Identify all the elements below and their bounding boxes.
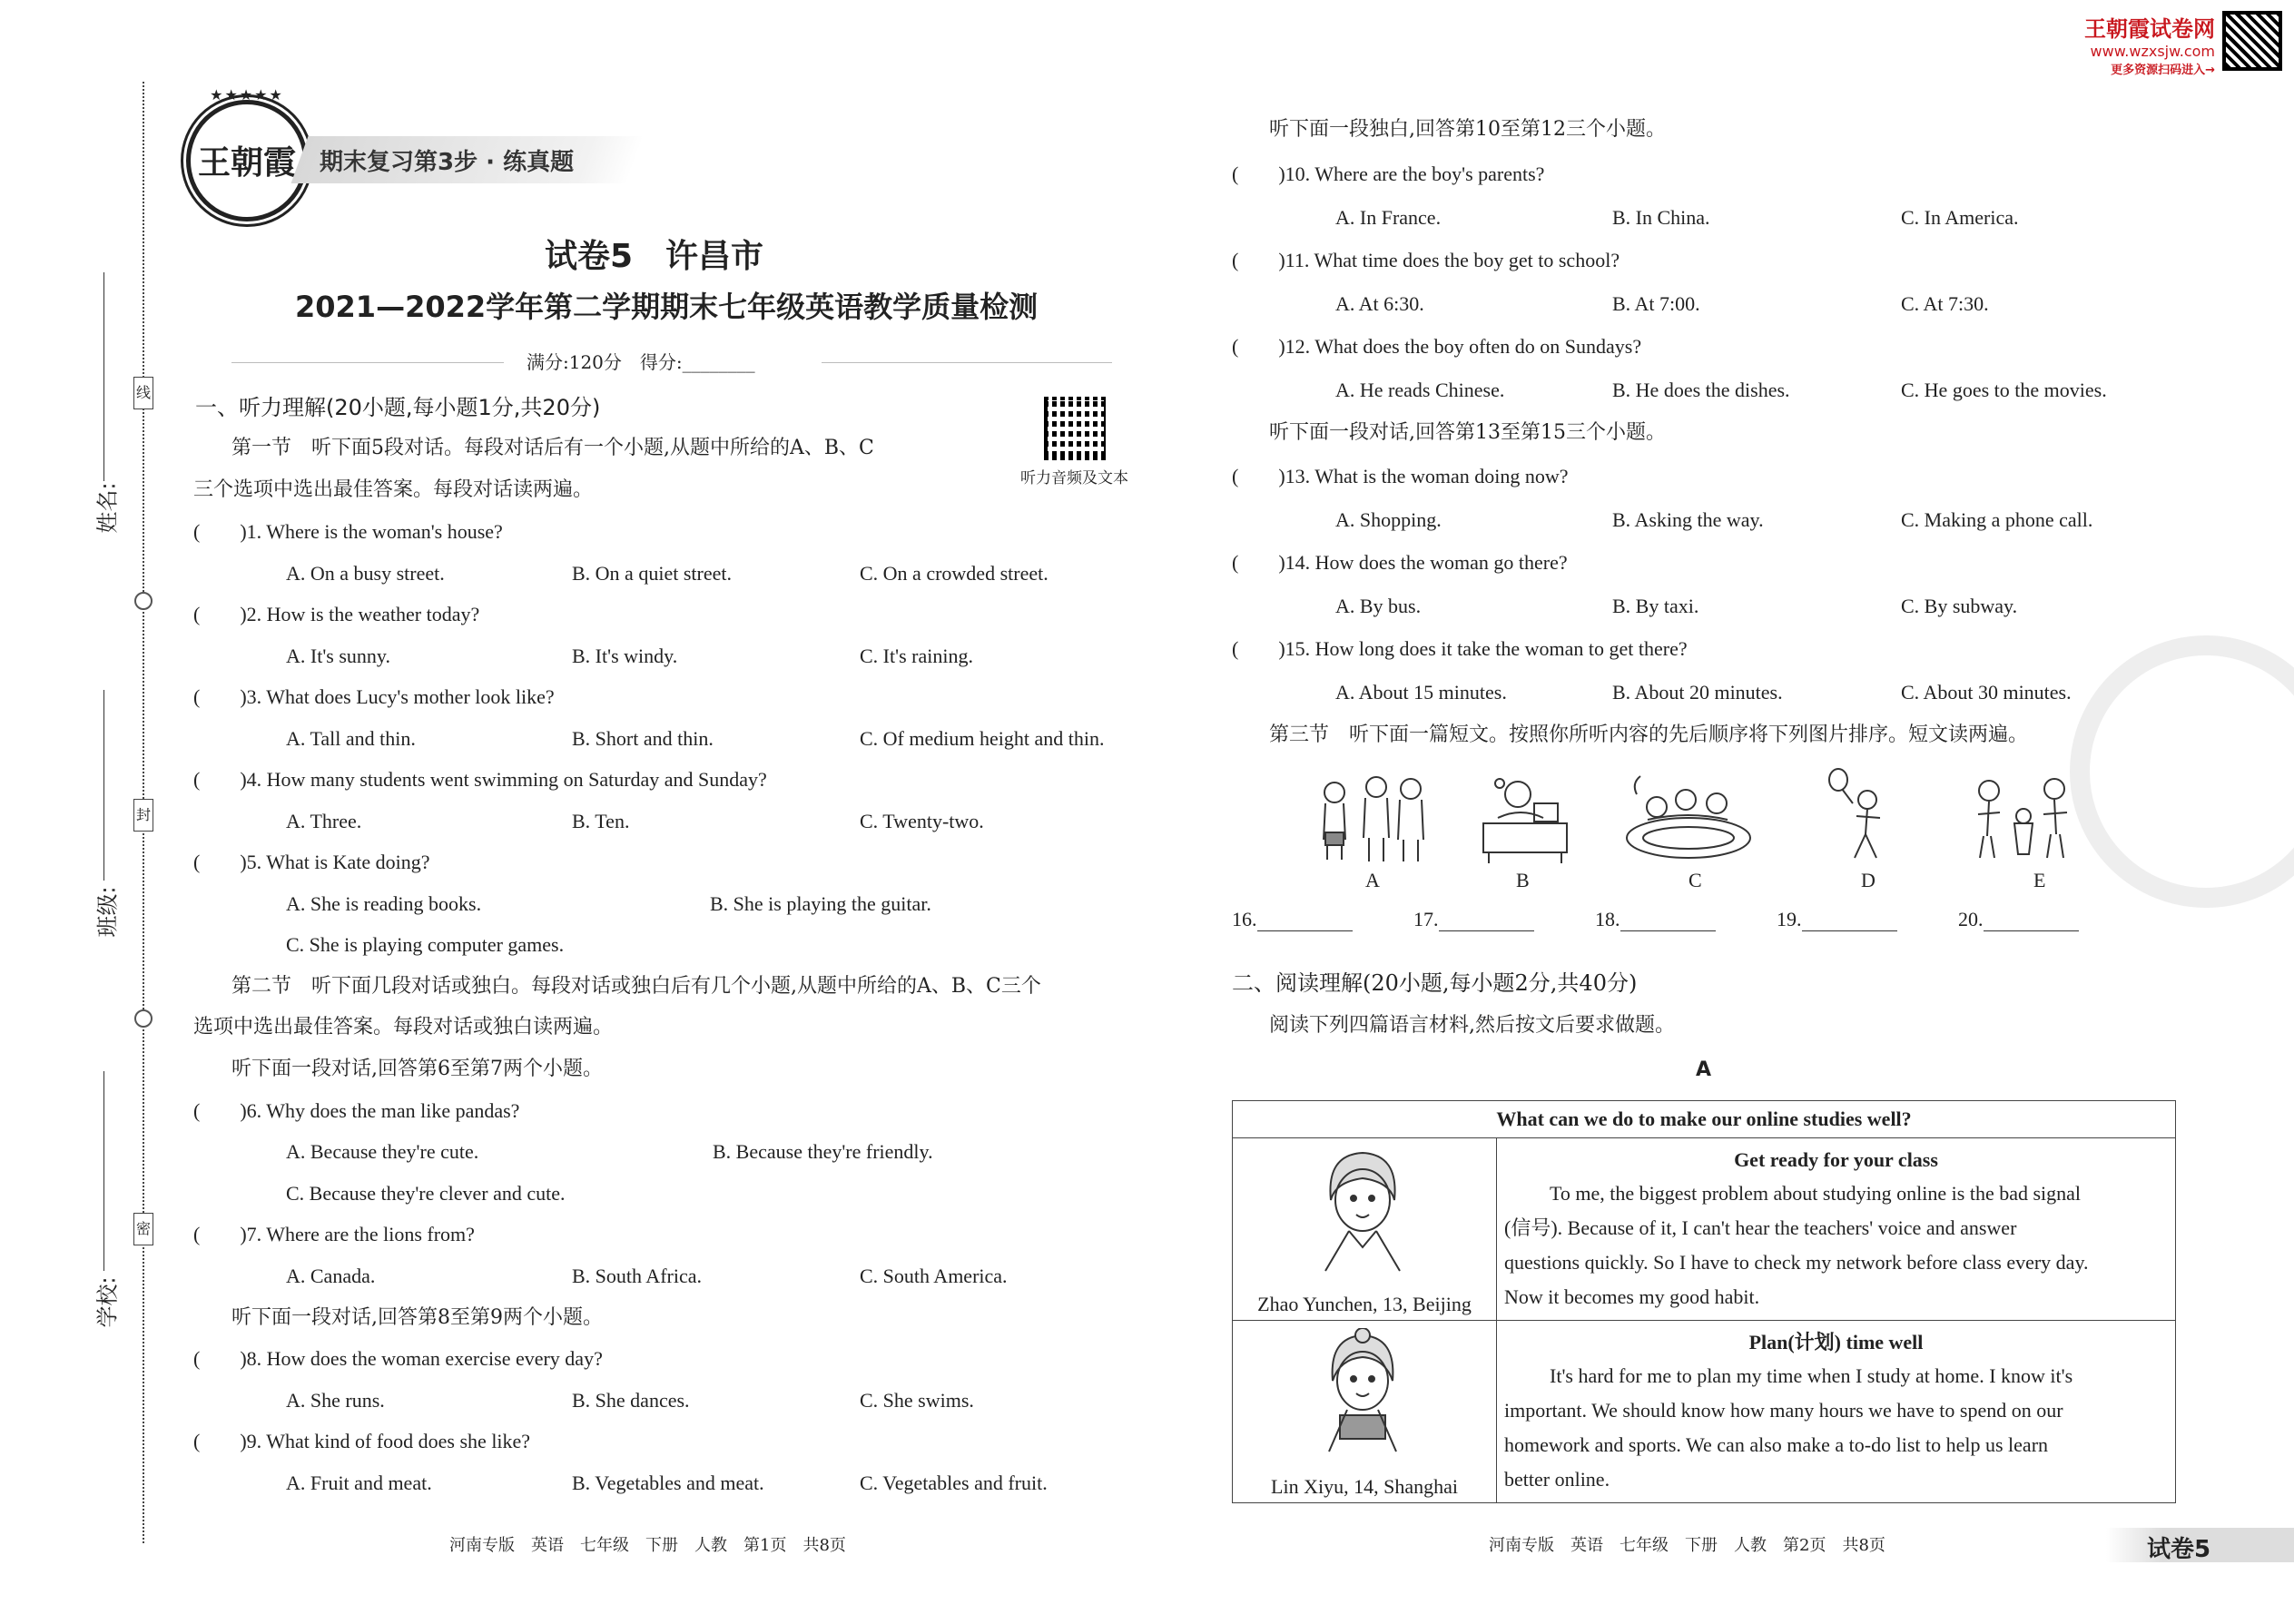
corner-label: 试卷5 bbox=[2147, 1536, 2211, 1563]
picture-label-c: C bbox=[1689, 869, 1702, 891]
brand-qr-code[interactable] bbox=[2222, 11, 2282, 71]
binding-mark-line: 线 bbox=[133, 377, 153, 409]
table-title: What can we do to make our online studies well? bbox=[1233, 1101, 2176, 1138]
dialog-6-7-intro: 听下面一段对话,回答第6至第7两个小题。 bbox=[231, 1058, 603, 1080]
q3-option-a[interactable]: A. Tall and thin. bbox=[286, 727, 416, 750]
answer-blank-16[interactable] bbox=[1232, 908, 1353, 931]
q1-stem: ( )1. Where is the woman's house? bbox=[193, 520, 503, 543]
picture-b bbox=[1471, 767, 1580, 867]
q15-option-c[interactable]: C. About 30 minutes. bbox=[1901, 681, 2072, 704]
class-label: 班级: bbox=[94, 886, 121, 938]
binding-circle-2 bbox=[134, 1009, 153, 1028]
paper-title: 试卷5 许昌市 bbox=[545, 238, 764, 275]
row2-heading: Plan(计划) time well bbox=[1748, 1331, 1924, 1353]
name-field[interactable] bbox=[91, 272, 121, 563]
passage-label-a: A bbox=[1696, 1058, 1712, 1081]
picture-e bbox=[1965, 767, 2083, 867]
q9-stem: ( )9. What kind of food does she like? bbox=[193, 1430, 531, 1452]
row2-line-4: better online. bbox=[1504, 1468, 1610, 1491]
school-label: 学校: bbox=[94, 1276, 121, 1328]
left-page-footer: 河南专版 英语 七年级 下册 人教 第1页 共8页 bbox=[449, 1536, 846, 1555]
picture-c bbox=[1620, 767, 1757, 867]
q4-stem: ( )4. How many students went swimming on Saturday and Sunday? bbox=[193, 768, 767, 791]
dialog-8-9-intro: 听下面一段对话,回答第8至第9两个小题。 bbox=[231, 1306, 603, 1329]
brand-url: www.wzxsjw.com bbox=[2090, 43, 2215, 60]
q3-option-b[interactable]: B. Short and thin. bbox=[572, 727, 714, 750]
q5-stem: ( )5. What is Kate doing? bbox=[193, 851, 430, 873]
q15-option-b[interactable]: B. About 20 minutes. bbox=[1612, 681, 1783, 704]
person-name-1: Zhao Yunchen, 13, Beijing bbox=[1257, 1293, 1472, 1315]
school-field[interactable] bbox=[91, 1071, 121, 1353]
answer-blank-20[interactable] bbox=[1958, 908, 2079, 931]
banner-text: 期末复习第3步 · 练真题 bbox=[320, 149, 575, 176]
q4-option-a[interactable]: A. Three. bbox=[286, 810, 362, 832]
class-field[interactable] bbox=[91, 690, 121, 962]
name-label: 姓名: bbox=[94, 482, 121, 534]
picture-a bbox=[1307, 767, 1434, 867]
binding-mark-seal: 封 bbox=[133, 799, 153, 832]
q4-option-b[interactable]: B. Ten. bbox=[572, 810, 630, 832]
section1-heading: 一、听力理解(20小题,每小题1分,共20分) bbox=[195, 395, 601, 420]
row1-line-2: (信号). Because of it, I can't hear the teachers' voice and answer bbox=[1504, 1216, 2017, 1239]
score-rule-right bbox=[822, 362, 1112, 363]
q9-option-b[interactable]: B. Vegetables and meat. bbox=[572, 1471, 764, 1494]
q10-option-c[interactable]: C. In America. bbox=[1901, 206, 2019, 229]
avatar-girl-2 bbox=[1313, 1328, 1413, 1455]
q5-option-b[interactable]: B. She is playing the guitar. bbox=[710, 892, 931, 915]
table-row bbox=[1233, 1321, 2176, 1503]
qr-caption: 听力音频及文本 bbox=[1020, 469, 1128, 487]
q6-option-c[interactable]: C. Because they're clever and cute. bbox=[286, 1182, 566, 1205]
q15-stem: ( )15. How long does it take the woman to get there? bbox=[1232, 637, 1688, 660]
q10-stem: ( )10. Where are the boy's parents? bbox=[1232, 162, 1545, 185]
picture-label-a: A bbox=[1365, 869, 1380, 891]
answer-number-18: 18. bbox=[1595, 908, 1620, 930]
q3-option-c[interactable]: C. Of medium height and thin. bbox=[860, 727, 1105, 750]
score-rule-left bbox=[231, 362, 504, 363]
q8-stem: ( )8. How does the woman exercise every day? bbox=[193, 1347, 603, 1370]
q8-option-a[interactable]: A. She runs. bbox=[286, 1389, 385, 1412]
q1-option-c[interactable]: C. On a crowded street. bbox=[860, 562, 1049, 585]
answer-number-19: 19. bbox=[1777, 908, 1802, 930]
part1-intro-2: 三个选项中选出最佳答案。每段对话读两遍。 bbox=[193, 478, 594, 501]
secret-watermark-seal bbox=[2070, 635, 2294, 908]
q12-option-c[interactable]: C. He goes to the movies. bbox=[1901, 379, 2107, 401]
brand-seal-logo: ★★★★★ 王朝霞 bbox=[186, 100, 308, 221]
q7-option-b[interactable]: B. South Africa. bbox=[572, 1265, 702, 1287]
binding-circle-1 bbox=[134, 592, 153, 610]
score-line: 满分:120分 得分:________ bbox=[527, 351, 755, 373]
q4-option-c[interactable]: C. Twenty-two. bbox=[860, 810, 984, 832]
table-row bbox=[1233, 1138, 2176, 1321]
q12-stem: ( )12. What does the boy often do on Sundays? bbox=[1232, 335, 1642, 358]
q6-option-a[interactable]: A. Because they're cute. bbox=[286, 1140, 479, 1163]
q7-stem: ( )7. Where are the lions from? bbox=[193, 1223, 475, 1245]
q14-option-a[interactable]: A. By bus. bbox=[1335, 595, 1422, 617]
q14-stem: ( )14. How does the woman go there? bbox=[1232, 551, 1568, 574]
answer-blank-17[interactable] bbox=[1413, 908, 1534, 931]
brand-name: 王朝霞试卷网 bbox=[2084, 16, 2215, 42]
q5-option-c[interactable]: C. She is playing computer games. bbox=[286, 933, 565, 956]
q3-stem: ( )3. What does Lucy's mother look like? bbox=[193, 685, 555, 708]
q5-option-a[interactable]: A. She is reading books. bbox=[286, 892, 482, 915]
q14-option-c[interactable]: C. By subway. bbox=[1901, 595, 2018, 617]
part1-intro-1: 第一节 听下面5段对话。每段对话后有一个小题,从题中所给的A、B、C bbox=[231, 437, 874, 459]
dialog-13-15-intro: 听下面一段对话,回答第13至第15三个小题。 bbox=[1269, 421, 1666, 444]
part2-intro-1: 第二节 听下面几段对话或独白。每段对话或独白后有几个小题,从题中所给的A、B、C三个 bbox=[231, 975, 1041, 998]
seal-text: 王朝霞 bbox=[197, 144, 296, 181]
brand-logo[interactable] bbox=[1997, 11, 2215, 77]
part2-intro-2: 选项中选出最佳答案。每段对话或独白读两遍。 bbox=[193, 1016, 614, 1038]
reading-intro: 阅读下列四篇语言材料,然后按文后要求做题。 bbox=[1269, 1014, 1675, 1037]
q12-option-a[interactable]: A. He reads Chinese. bbox=[1335, 379, 1505, 401]
q1-option-b[interactable]: B. On a quiet street. bbox=[572, 562, 732, 585]
binding-mark-secret: 密 bbox=[133, 1213, 153, 1245]
q10-option-b[interactable]: B. In China. bbox=[1612, 206, 1710, 229]
q10-option-a[interactable]: A. In France. bbox=[1335, 206, 1442, 229]
section2-heading: 二、阅读理解(20小题,每小题2分,共40分) bbox=[1232, 970, 1638, 996]
answer-blank-18[interactable] bbox=[1595, 908, 1716, 931]
q11-option-a[interactable]: A. At 6:30. bbox=[1335, 292, 1424, 315]
q6-option-b[interactable]: B. Because they're friendly. bbox=[713, 1140, 933, 1163]
row1-line-4: Now it becomes my good habit. bbox=[1504, 1285, 1760, 1308]
q14-option-b[interactable]: B. By taxi. bbox=[1612, 595, 1699, 617]
q1-option-a[interactable]: A. On a busy street. bbox=[286, 562, 445, 585]
q11-option-b[interactable]: B. At 7:00. bbox=[1612, 292, 1700, 315]
brand-tagline: 更多资源扫码进入→ bbox=[2111, 64, 2215, 77]
q13-option-b[interactable]: B. Asking the way. bbox=[1612, 508, 1764, 531]
row1-line-1: To me, the biggest problem about studying online is the bad signal bbox=[1550, 1182, 2082, 1205]
q13-option-a[interactable]: A. Shopping. bbox=[1335, 508, 1442, 531]
picture-label-b: B bbox=[1516, 869, 1530, 891]
picture-d bbox=[1820, 767, 1911, 867]
q15-option-a[interactable]: A. About 15 minutes. bbox=[1335, 681, 1507, 704]
q13-stem: ( )13. What is the woman doing now? bbox=[1232, 465, 1569, 487]
q11-option-c[interactable]: C. At 7:30. bbox=[1901, 292, 1989, 315]
part3-intro: 第三节 听下面一篇短文。按照你所听内容的先后顺序将下列图片排序。短文读两遍。 bbox=[1269, 723, 2029, 746]
row2-line-3: homework and sports. We can also make a to-do list to help us learn bbox=[1504, 1433, 2049, 1456]
q2-option-b[interactable]: B. It's windy. bbox=[572, 645, 678, 667]
row1-heading: Get ready for your class bbox=[1734, 1148, 1938, 1171]
answer-number-20: 20. bbox=[1958, 908, 1984, 930]
paper-subtitle: 2021—2022学年第二学期期末七年级英语教学质量检测 bbox=[295, 290, 1039, 324]
q9-option-c[interactable]: C. Vegetables and fruit. bbox=[860, 1471, 1048, 1494]
q2-stem: ( )2. How is the weather today? bbox=[193, 603, 480, 625]
q2-option-c[interactable]: C. It's raining. bbox=[860, 645, 973, 667]
answer-number-17: 17. bbox=[1413, 908, 1439, 930]
row2-line-1: It's hard for me to plan my time when I study at home. I know it's bbox=[1550, 1364, 2073, 1387]
q12-option-b[interactable]: B. He does the dishes. bbox=[1612, 379, 1790, 401]
q13-option-c[interactable]: C. Making a phone call. bbox=[1901, 508, 2093, 531]
q8-option-b[interactable]: B. She dances. bbox=[572, 1389, 690, 1412]
q7-option-a[interactable]: A. Canada. bbox=[286, 1265, 376, 1287]
answer-blank-19[interactable] bbox=[1777, 908, 1897, 931]
mono-10-12-intro: 听下面一段独白,回答第10至第12三个小题。 bbox=[1269, 118, 1666, 141]
avatar-girl-1 bbox=[1313, 1146, 1413, 1273]
reading-table bbox=[1232, 1100, 2176, 1503]
q6-stem: ( )6. Why does the man like pandas? bbox=[193, 1099, 520, 1122]
q2-option-a[interactable]: A. It's sunny. bbox=[286, 645, 390, 667]
answer-number-16: 16. bbox=[1232, 908, 1257, 930]
q8-option-c[interactable]: C. She swims. bbox=[860, 1389, 974, 1412]
row2-line-2: important. We should know how many hours we have to spend on our bbox=[1504, 1399, 2063, 1422]
q9-option-a[interactable]: A. Fruit and meat. bbox=[286, 1471, 432, 1494]
listening-qr-code[interactable] bbox=[1044, 397, 1108, 460]
q7-option-c[interactable]: C. South America. bbox=[860, 1265, 1008, 1287]
q11-stem: ( )11. What time does the boy get to school? bbox=[1232, 249, 1620, 271]
row1-line-3: questions quickly. So I have to check my network before class every day. bbox=[1504, 1251, 2089, 1274]
person-name-2: Lin Xiyu, 14, Shanghai bbox=[1271, 1475, 1458, 1498]
right-page-footer: 河南专版 英语 七年级 下册 人教 第2页 共8页 bbox=[1489, 1536, 1885, 1555]
picture-label-d: D bbox=[1861, 869, 1876, 891]
picture-label-e: E bbox=[2033, 869, 2046, 891]
